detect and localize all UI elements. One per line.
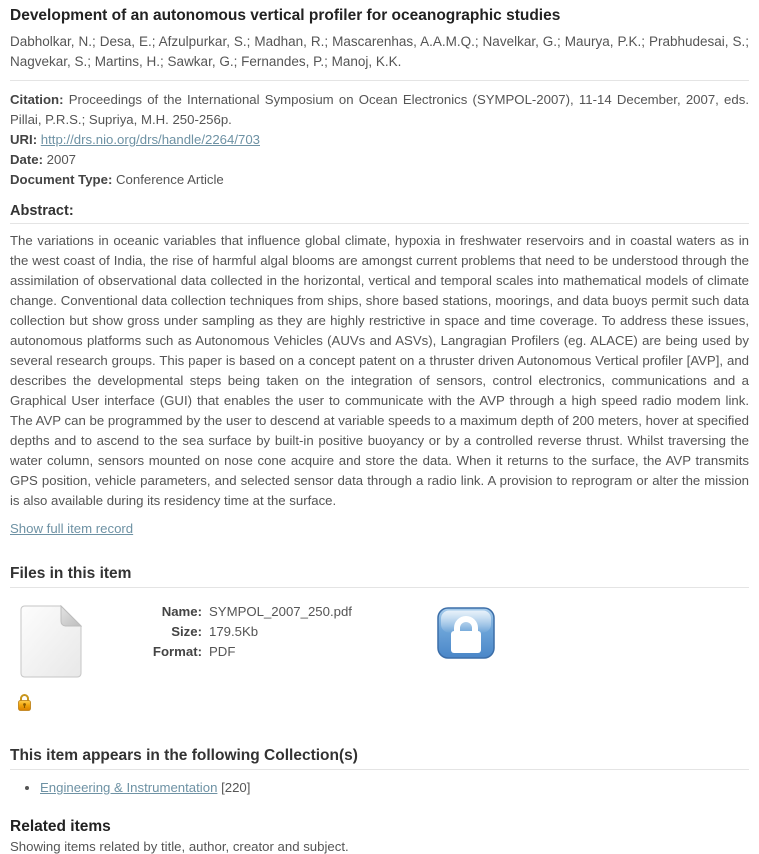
doctype-value: Conference Article [116,172,224,187]
doctype-label: Document Type: [10,172,113,187]
page-title: Development of an autonomous vertical profiler for oceanographic studies [10,7,561,24]
file-name-label: Name: [161,604,202,619]
files-section-heading: Files in this item [10,565,749,588]
citation-value: Proceedings of the International Symposium on Ocean Electronics (SYMPOL-2007), 11-14 December, 2007, eds. Pillai, P.R.S.; Supriya, M.H. 250-256p. [10,92,749,127]
uri-link[interactable]: http://drs.nio.org/drs/handle/2264/703 [40,132,260,147]
file-format-row [140,642,352,662]
collections-list [10,779,749,797]
file-size-row [140,622,352,642]
file-metadata [140,602,352,662]
authors-line: Dabholkar, N.; Desa, E.; Afzulpurkar, S.; Madhan, R.; Mascarenhas, A.A.M.Q.; Navelkar, G.; Maurya, P.K.; Prabhudesai, S.; Nagvekar, S.; Martins, H.; Sawkar, G.; Fernandes, P.; Manoj, K.K. [10,34,749,69]
date-value: 2007 [46,152,76,167]
divider [10,80,749,81]
date-label: Date: [10,152,43,167]
abstract-text: The variations in oceanic variables that influence global climate, hypoxia in freshwater reservoirs and in coastal waters as in the west coast of India, the rise of harmful algal blooms are amongst current problems that need to be understood through the assimilation of observational data collected in the horizontal, vertical and temporal scales into mathematical models of climate change. Conventional data collection techniques from ships, shore based stations, moorings, and data buoys permit such data collection but show gross under sampling as they are highly restrictive in space and time coverage. To address these issues, autonomous platforms such as Autonomous Vehicles (AUVs and ASVs), Langragian Profilers (eg. ALACE) are being used by several research groups. This paper is based on a concept patent on a thruster driven Autonomous Vertical profiler [AVP], and describes the developmental steps being taken on the integration of sensors, control electronics, communications and a Graphical User interface (GUI) that enables the user to communicate with the AVP through a high speed radio modem link. The AVP can be programmed by the user to descend at variable speeds to a maximum depth of 200 meters, hover at specified depths and to ascend to the sea surface by built-in positive buoyancy or by a controlled reverse thrust. Whilst traversing the water column, sensors mounted on nose cone acquire and store the data. When it returns to the surface, the AVP transmits GPS position, vehicle parameters, and selected sensor data through a radio link. A provision to reprogram or alter the mission is also available during its residency time at the surface. [10,233,749,508]
related-items-heading: Related items [10,818,111,835]
file-row [10,605,749,683]
file-format-label: Format: [152,644,202,659]
metadata-block [10,90,749,190]
document-file-icon [20,605,82,683]
file-name-row [140,602,352,622]
citation-row [10,90,749,130]
collection-count: [220] [221,780,251,795]
citation-label: Citation: [10,92,64,107]
collection-link[interactable]: Engineering & Instrumentation [40,780,218,795]
file-name-value: SYMPOL_2007_250.pdf [209,604,352,619]
related-items-subtitle: Showing items related by title, author, creator and subject. [10,839,349,854]
locked-file-lock-icon [17,693,32,716]
uri-label: URI: [10,132,38,147]
doctype-row [10,170,749,190]
file-format-value: PDF [209,644,236,659]
collections-section-heading: This item appears in the following Collection(s) [10,747,749,770]
uri-row [10,130,749,150]
file-size-value: 179.5Kb [209,624,259,639]
file-size-label: Size: [171,624,202,639]
collection-list-item [40,779,749,797]
restricted-access-lock-button[interactable] [437,607,495,662]
abstract-heading: Abstract: [10,203,749,224]
date-row [10,150,749,170]
show-full-record-link[interactable]: Show full item record [10,521,134,536]
